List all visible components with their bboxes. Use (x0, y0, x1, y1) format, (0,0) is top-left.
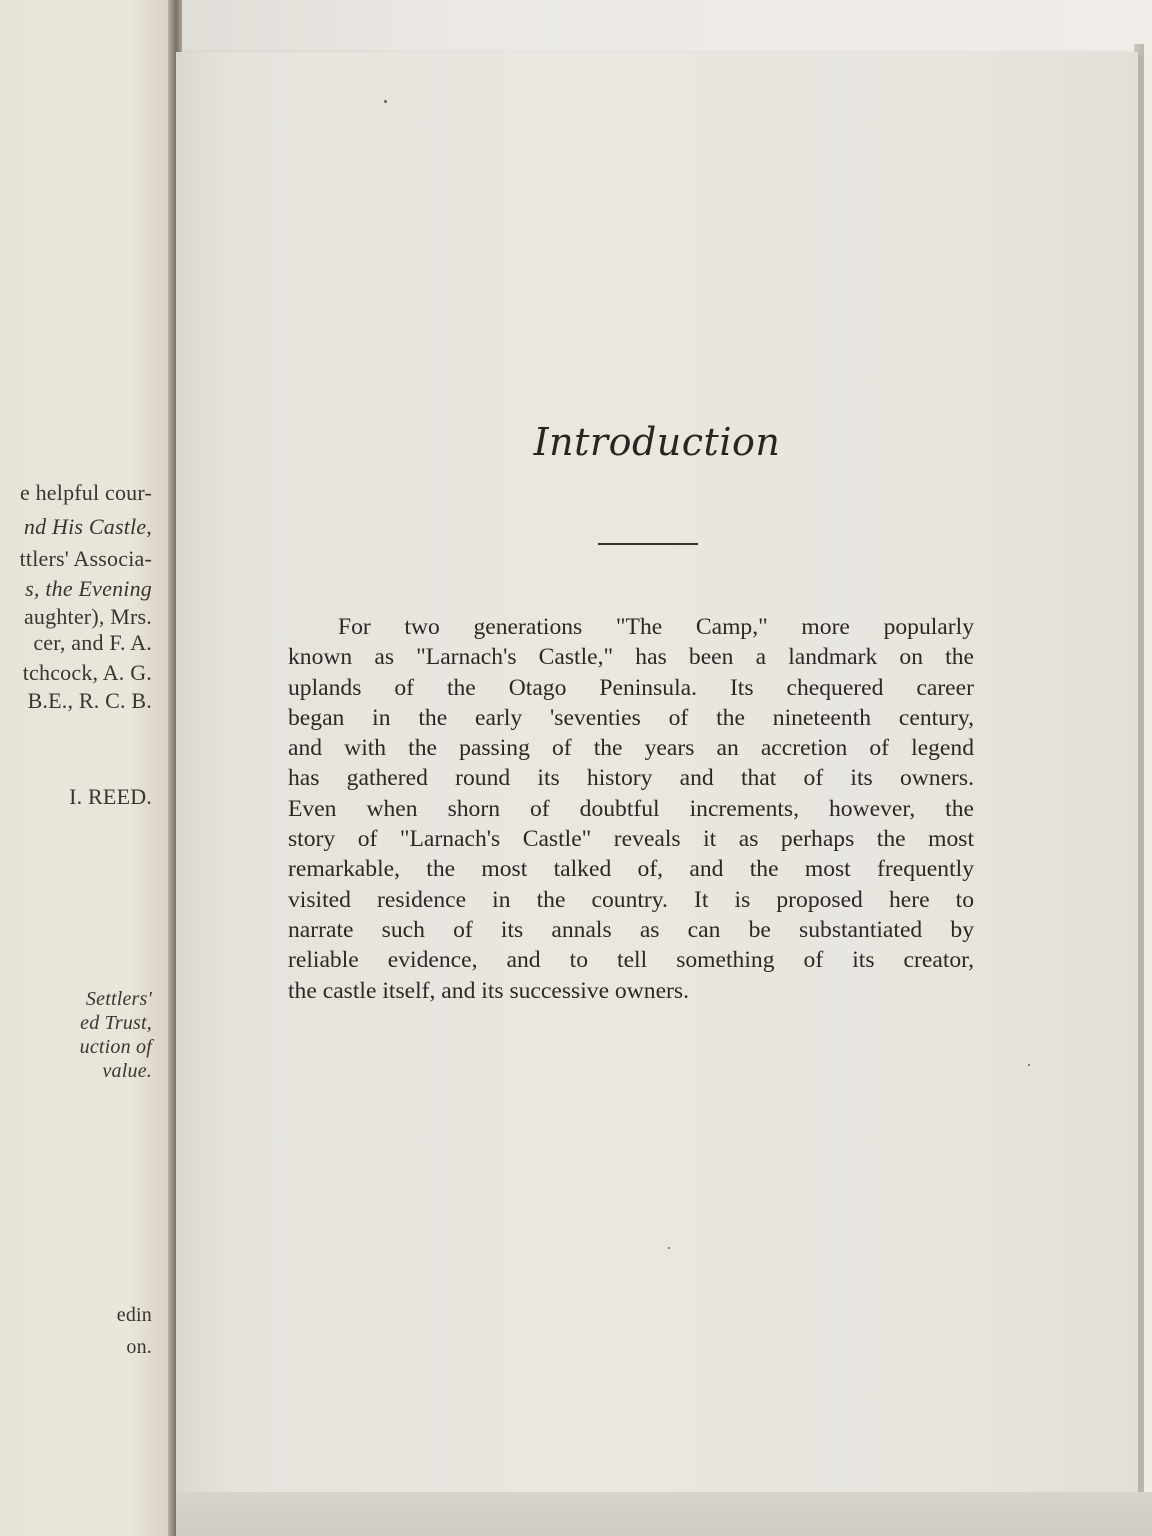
paper-speck (668, 1247, 670, 1249)
left-page-line: ttlers' Associa- (19, 546, 152, 571)
left-page-line: nd His Castle, (23, 514, 152, 539)
left-page-line: edin (116, 1304, 152, 1326)
paragraph-line: the castle itself, and its successive owners. (288, 977, 689, 1004)
paragraph-line: narrate such of its annals as can be substantiated by (288, 916, 974, 943)
table-surface (176, 1492, 1152, 1536)
left-page-line: B.E., R. C. B. (27, 688, 152, 713)
paragraph-line: has gathered round its history and that of its owners. (288, 765, 974, 792)
left-page-line: aughter), Mrs. (23, 604, 152, 629)
paragraph-line: story of "Larnach's Castle" reveals it as perhaps the most (288, 826, 974, 853)
left-page-line: on. (126, 1336, 152, 1358)
left-page-line: value. (102, 1060, 152, 1082)
paragraph-line: visited residence in the country. It is proposed here to (288, 886, 974, 913)
introduction-paragraph (288, 612, 974, 1006)
left-page-line: e helpful cour- (19, 480, 152, 505)
paragraph-line: Even when shorn of doubtful increments, however, the (288, 795, 974, 822)
paragraph-line: For two generations "The Camp," more popularly (338, 614, 974, 640)
paper-speck (384, 100, 387, 103)
left-page-line: uction of (79, 1036, 152, 1058)
paragraph-line: known as "Larnach's Castle," has been a landmark on the (288, 644, 974, 671)
left-page-line: s, the Evening (25, 576, 152, 601)
page-title: Introduction (533, 420, 781, 464)
title-rule (598, 543, 698, 545)
paragraph-line: began in the early 'seventies of the nineteenth century, (288, 704, 974, 731)
paragraph-line: reliable evidence, and to tell something of its creator, (288, 947, 974, 974)
paragraph-line: uplands of the Otago Peninsula. Its chequered career (288, 674, 974, 701)
left-page-line: ed Trust, (80, 1012, 152, 1034)
left-page-line: Settlers' (85, 988, 152, 1010)
paper-speck (1028, 1064, 1030, 1066)
left-page-line: tchcock, A. G. (22, 660, 152, 685)
left-page-line: I. REED. (69, 784, 152, 809)
right-page (176, 52, 1138, 1492)
left-page-line: cer, and F. A. (33, 630, 152, 655)
left-page (0, 0, 182, 1536)
paragraph-line: remarkable, the most talked of, and the most frequently (288, 856, 974, 883)
paragraph-line: and with the passing of the years an accretion of legend (288, 735, 974, 762)
